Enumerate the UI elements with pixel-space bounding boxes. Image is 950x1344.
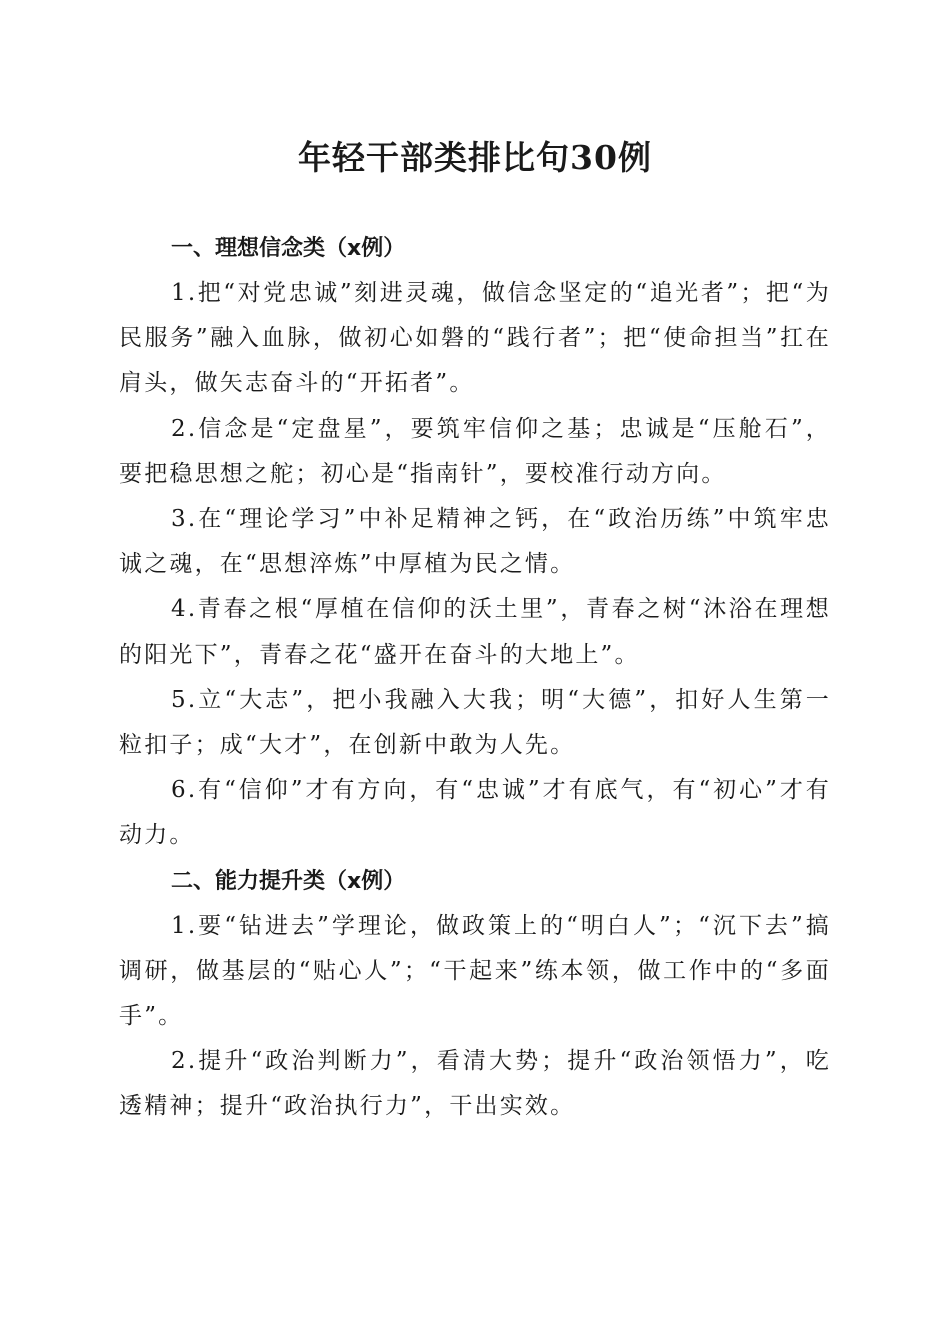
paragraph: 2.提升“政治判断力”，看清大势；提升“政治领悟力”，吃透精神；提升“政治执行力”，干出实效。 [119,1048,831,1120]
section-ideals [119,226,831,859]
paragraph: 1.要“钻进去”学理论，做政策上的“明白人”；“沉下去”搞调研，做基层的“贴心人”；“干起来”练本领，做工作中的“多面手”。 [119,912,831,1030]
paragraph: 3.在“理论学习”中补足精神之钙，在“政治历练”中筑牢忠诚之魂，在“思想淬炼”中厚植为民之情。 [119,506,831,578]
section-heading: 一、理想信念类（x例） [171,236,406,261]
document-title: 年轻干部类排比句30例 [298,138,652,177]
section-ability [119,859,831,1130]
section-heading: 二、能力提升类（x例） [171,868,406,894]
document-body [119,226,831,1130]
paragraph: 2.信念是“定盘星”，要筑牢信仰之基；忠诚是“压舱石”，要把稳思想之舵；初心是“指南针”，要校准行动方向。 [119,415,831,487]
paragraph: 4.青春之根“厚植在信仰的沃土里”，青春之树“沐浴在理想的阳光下”，青春之花“盛开在奋斗的大地上”。 [119,596,831,668]
paragraph: 5.立“大志”，把小我融入大我；明“大德”，扣好人生第一粒扣子；成“大才”，在创新中敢为人先。 [119,686,831,759]
paragraph: 1.把“对党忠诚”刻进灵魂，做信念坚定的“追光者”；把“为民服务”融入血脉，做初心如磐的“践行者”；把“使命担当”扛在肩头，做矢志奋斗的“开拓者”。 [119,280,831,397]
paragraph: 6.有“信仰”才有方向，有“忠诚”才有底气，有“初心”才有动力。 [119,777,831,849]
